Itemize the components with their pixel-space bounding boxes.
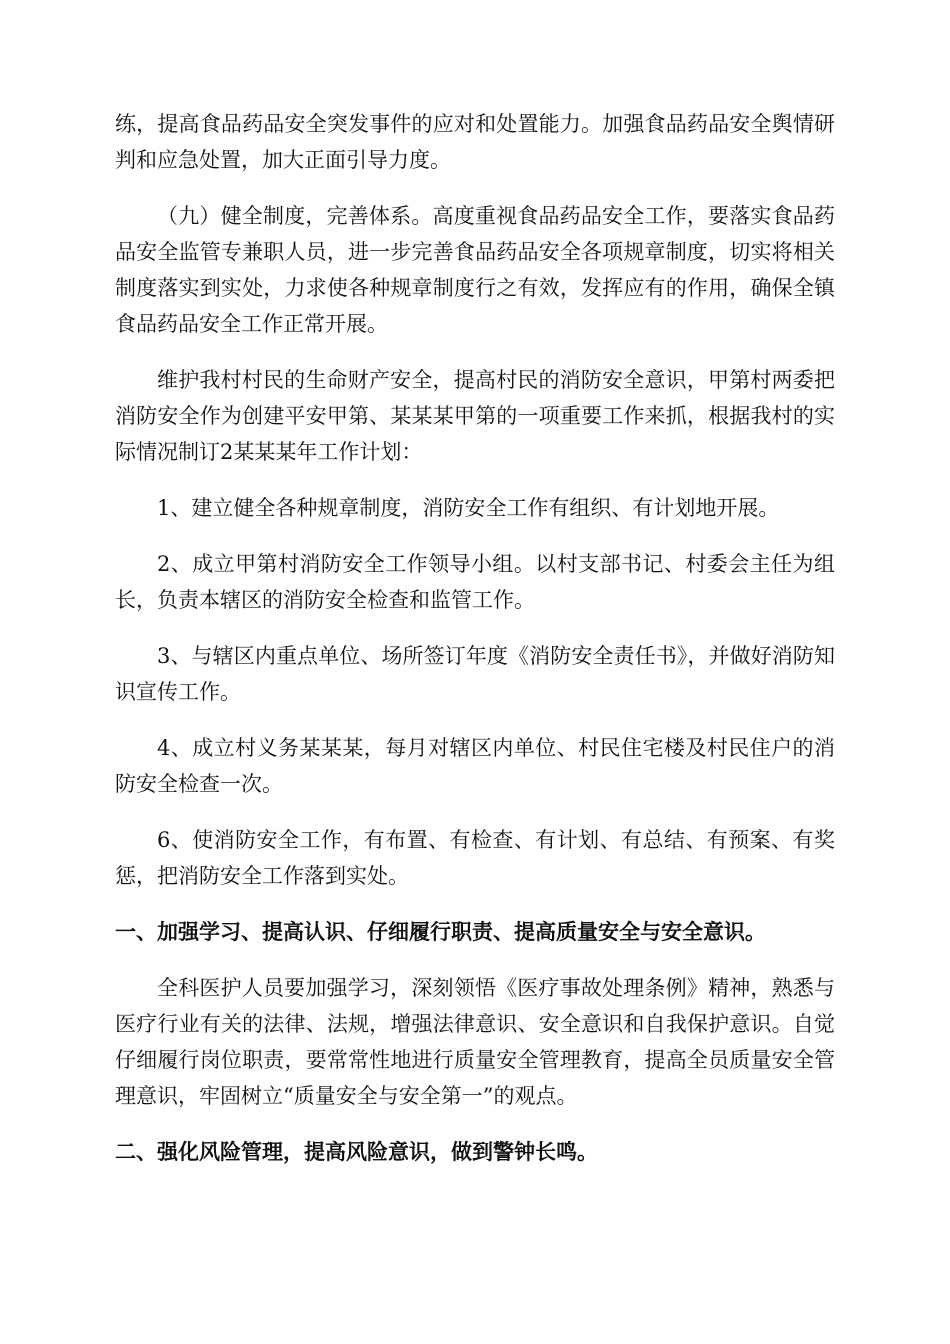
paragraph-food-safety-ending: 练，提高食品药品安全突发事件的应对和处置能力。加强食品药品安全舆情研判和应急处置，加大正面引导力度。 [115,112,835,172]
paragraph-system-improvement: （九）健全制度，完善体系。高度重视食品药品安全工作，要落实食品药品安全监管专兼职人员，进一步完善食品药品安全各项规章制度，切实将相关制度落实到实处，力求使各种规章制度行之有效，发挥应有的作用，确保全镇食品药品安全工作正常开展。 [115,204,835,336]
list-item-3: 3、与辖区内重点单位、场所签订年度《消防安全责任书》，并做好消防知识宣传工作。 [115,644,835,704]
paragraph-medical-study: 全科医护人员要加强学习，深刻领悟《医疗事故处理条例》精神，熟悉与医疗行业有关的法律、法规，增强法律意识、安全意识和自我保护意识。自觉仔细履行岗位职责，要常常性地进行质量安全管理教育，提高全员质量安全管理意识，牢固树立“质量安全与安全第一”的观点。 [115,976,835,1108]
list-item-6: 6、使消防安全工作，有布置、有检查、有计划、有总结、有预案、有奖惩，把消防安全工作落到实处。 [115,828,835,888]
list-item-4: 4、成立村义务某某某，每月对辖区内单位、村民住宅楼及村民住户的消防安全检查一次。 [115,736,835,796]
paragraph-fire-safety-intro: 维护我村村民的生命财产安全，提高村民的消防安全意识，甲第村两委把消防安全作为创建平安甲第、某某某甲第的一项重要工作来抓，根据我村的实际情况制订2某某某年工作计划： [115,368,835,464]
list-item-2: 2、成立甲第村消防安全工作领导小组。以村支部书记、村委会主任为组长，负责本辖区的消防安全检查和监管工作。 [115,552,835,612]
section-heading-1: 一、加强学习、提高认识、仔细履行职责、提高质量安全与安全意识。 [115,920,766,944]
list-item-1: 1、建立健全各种规章制度，消防安全工作有组织、有计划地开展。 [157,496,780,520]
document-page [115,106,835,1190]
section-heading-2: 二、强化风险管理，提高风险意识，做到警钟长鸣。 [115,1140,598,1164]
